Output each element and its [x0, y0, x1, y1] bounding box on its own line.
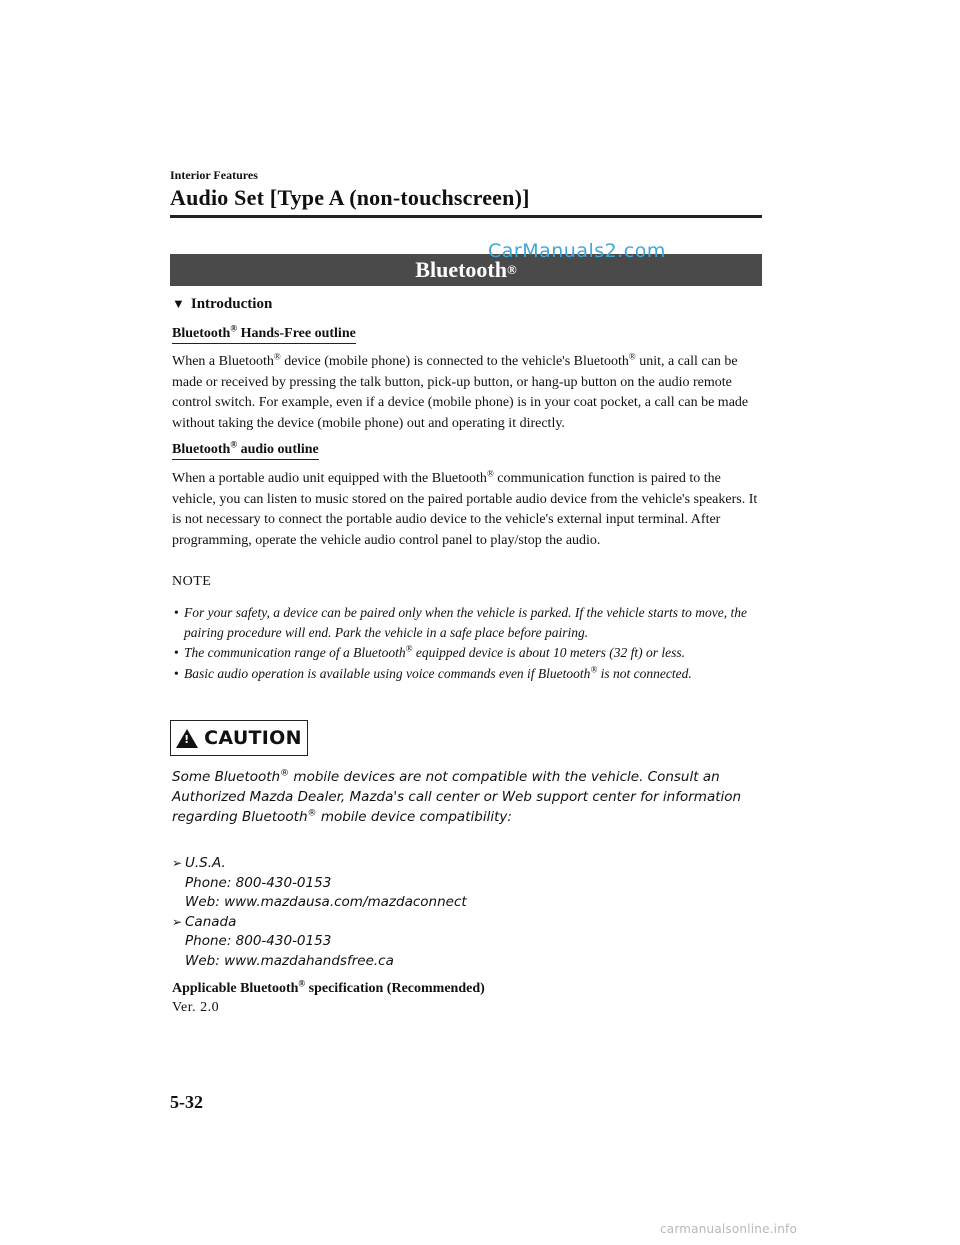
caution-label: CAUTION	[204, 727, 302, 749]
contact-canada-label	[172, 913, 467, 933]
reg-mark: ®	[590, 664, 598, 674]
note-item-text: For your safety, a device can be paired only when the vehicle is parked. If the vehicle starts to move, the pairing procedure will end. Park the vehicle in a safe place before pairing.	[184, 605, 747, 640]
arrow-right-icon: ➢	[172, 914, 183, 929]
note-item	[172, 603, 772, 642]
reg-mark: ®	[230, 323, 238, 334]
note-list	[172, 603, 772, 684]
caution-badge	[170, 720, 308, 756]
note-item-text: Basic audio operation is available using voice commands even if Bluetooth	[184, 665, 591, 681]
note-item-text: is not connected.	[597, 665, 692, 681]
note-label: NOTE	[172, 574, 212, 589]
watermark-bottom: carmanualsonline.info	[660, 1222, 797, 1236]
bluetooth-banner: Bluetooth ®	[170, 254, 762, 286]
hands-free-paragraph	[172, 352, 764, 434]
contact-usa-phone: Phone: 800-430-0153	[185, 874, 332, 891]
contact-canada-phone: Phone: 800-430-0153	[185, 933, 332, 949]
audio-heading-bt: Bluetooth	[172, 442, 231, 457]
reg-mark: ®	[307, 808, 317, 819]
usa-label: U.S.A.	[185, 855, 226, 871]
note-item	[172, 643, 772, 663]
contact-usa-web: Web: www.mazdausa.com/mazdaconnect	[185, 894, 467, 910]
page-number: 5-32	[170, 1092, 203, 1112]
reg-mark: ®	[230, 439, 238, 450]
audio-heading-suffix: audio outline	[237, 442, 319, 457]
chapter-divider	[170, 215, 762, 218]
spec-title	[172, 978, 485, 997]
banner-title: Bluetooth	[415, 257, 507, 282]
hf-text-a: When a Bluetooth	[172, 354, 274, 369]
reg-mark: ®	[405, 643, 413, 654]
audio-text-a: When a portable audio unit equipped with the Bluetooth	[172, 471, 487, 486]
bullet: •	[174, 605, 179, 620]
bullet: •	[174, 645, 179, 660]
intro-heading-text: Introduction	[190, 296, 273, 312]
reg-mark: ®	[628, 351, 636, 362]
contact-usa-label	[172, 854, 467, 874]
chapter-title: Audio Set [Type A (non-touchscreen)]	[170, 185, 530, 210]
caution-text	[172, 767, 772, 827]
contact-canada-web: Web: www.mazdahandsfree.ca	[185, 952, 394, 969]
hf-text-c: unit, a call can be made or received by pressing the talk button, pick-up button, or hang-up button on the audio remote control switch. For example, even if a device (mobile phone) is in your coat pocket, a call can be made without taking the device (mobile phone) out and operating it directly.	[172, 354, 749, 431]
reg-mark: ®	[273, 351, 281, 362]
hands-free-heading-bt: Bluetooth	[172, 326, 231, 341]
warning-mark: !	[184, 732, 190, 746]
hands-free-heading-suffix: Hands-Free outline	[237, 326, 356, 341]
hf-text-b: device (mobile phone) is connected to the vehicle's Bluetooth	[280, 354, 629, 369]
note-item-text: The communication range of a Bluetooth	[184, 645, 406, 660]
contact-list	[172, 854, 467, 971]
spec-title-b: specification (Recommended)	[305, 981, 485, 996]
note-item	[172, 664, 772, 684]
intro-heading	[172, 296, 272, 313]
caution-text-b: mobile devices are not compatible with the vehicle. Consult an Authorized Mazda Dealer, Mazda's call center or Web support center for information regarding Bluetooth	[172, 769, 742, 825]
spec-version: Ver. 2.0	[172, 1000, 220, 1015]
reg-mark: ®	[298, 978, 306, 989]
section-label: Interior Features	[170, 168, 258, 182]
audio-text-b: communication function is paired to the vehicle, you can listen to music stored on the paired portable audio device from the vehicle's speakers. It is not necessary to connect the portable audio device to the vehicle's external input terminal. After programming, operate the vehicle audio control panel to play/stop the audio.	[172, 471, 758, 548]
caution-text-a: Some Bluetooth	[172, 769, 281, 785]
audio-heading	[172, 439, 319, 460]
warning-triangle-icon	[176, 729, 198, 748]
triangle-down-icon: ▼	[172, 296, 185, 311]
reg-mark: ®	[280, 768, 290, 779]
arrow-right-icon: ➢	[172, 856, 183, 870]
note-item-text: equipped device is about 10 meters (32 ft) or less.	[412, 645, 686, 660]
canada-label: Canada	[185, 913, 237, 930]
audio-paragraph	[172, 469, 764, 551]
spec-title-a: Applicable Bluetooth	[172, 981, 299, 996]
reg-mark: ®	[486, 468, 494, 479]
caution-text-c: mobile device compatibility:	[316, 809, 512, 825]
watermark-top: CarManuals2.com	[488, 240, 666, 262]
hands-free-heading	[172, 323, 356, 344]
bullet: •	[174, 665, 179, 681]
